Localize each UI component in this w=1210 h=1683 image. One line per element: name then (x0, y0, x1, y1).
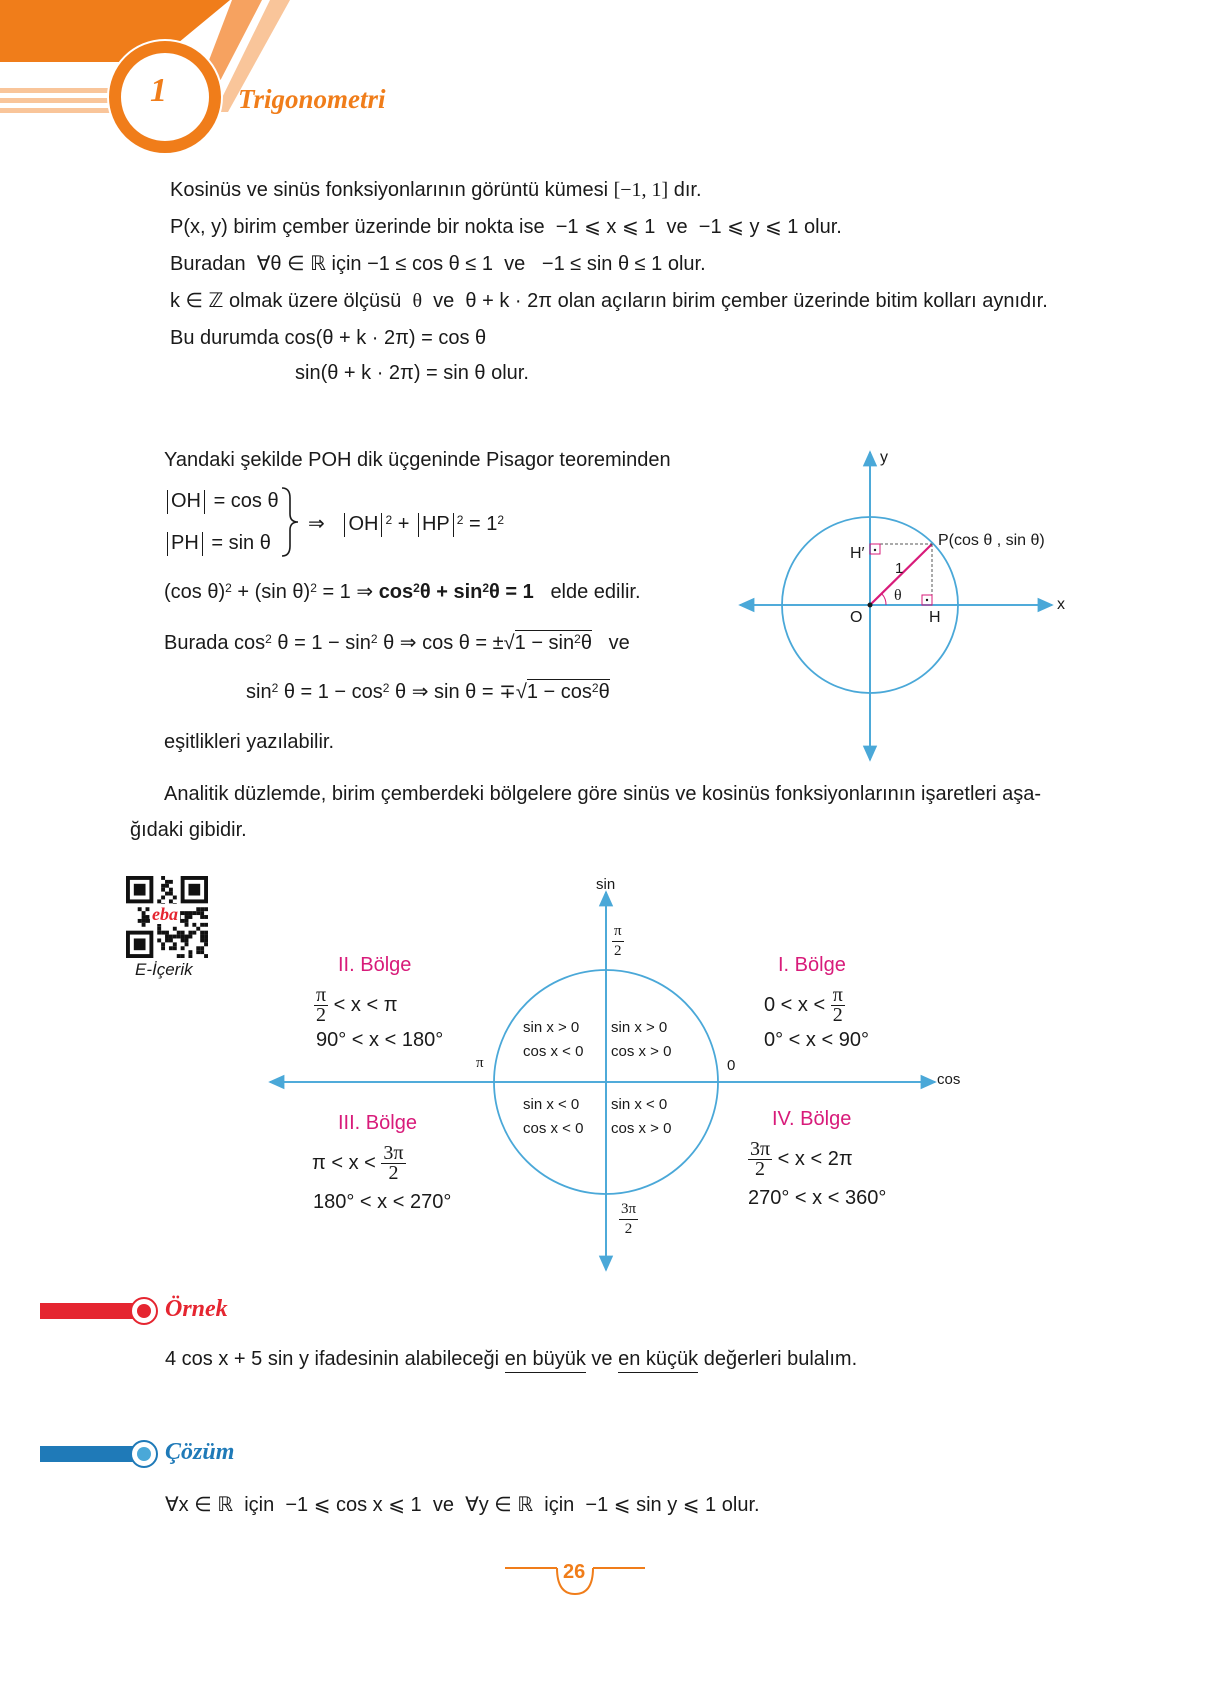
top-angle-label: $\frac{\pi}{2}$ (614, 923, 622, 959)
sin-root-line: $\sin^2 \theta = 1 - \cos^2 \theta$ ⇒ $\sin \theta = \mp√1 - \cos^2\theta$ (246, 681, 610, 703)
cos-root-line: Burada $\cos^2 \theta = 1 - \sin^2 \theta$ ⇒ $\cos \theta = \pm√1 - \sin^2\theta$ ve (164, 632, 630, 654)
eba-logo: eba (152, 904, 178, 924)
pisagor-intro: Yandaki şekilde POH dik üçgeninde Pisagor teoreminden (164, 449, 671, 471)
chapter-title: Trigonometri (238, 84, 386, 114)
cozum-label: Çözüm (165, 1439, 235, 1465)
ornek-label: Örnek (165, 1296, 228, 1322)
quadrant-diagram (260, 880, 950, 1280)
region-2-range: $\frac{\pi}{2}$ < x < π (316, 984, 398, 1026)
region-3-degrees: 180° < x < 270° (313, 1191, 452, 1213)
p-label: P(cos θ , sin θ) (938, 532, 1045, 549)
cozum-text: ∀x ∈ ℝ için −1 ⩽ cos x ⩽ 1 ve ∀y ∈ ℝ için −1 ⩽ sin y ⩽ 1 olur. (165, 1494, 760, 1516)
region-4-range: $\frac{3\pi}{2}$ < x < 2π (750, 1138, 853, 1180)
ornek-text: 4 cos x + 5 sin y ifadesinin alabileceği en büyük ve en küçük değerleri bulalım. (165, 1347, 857, 1371)
qr-caption: E-İçerik (135, 960, 193, 979)
qr-code[interactable] (126, 876, 208, 958)
intro-line-6: sin(θ + k · 2π) = sin θ olur. (295, 362, 529, 384)
ph-equation: PH = sin θ (164, 531, 271, 556)
region-1-title: I. Bölge (778, 954, 846, 976)
cos-axis-label: cos (937, 1071, 961, 1088)
bottom-angle-label: $\frac{3\pi}{2}$ (621, 1201, 637, 1237)
q2-sign: sin x > 0 cos x < 0 (523, 1019, 584, 1060)
unit-circle-figure (730, 440, 1090, 770)
region-1-range: 0 < x < $\frac{\pi}{2}$ (764, 984, 843, 1026)
cozum-banner (40, 1439, 170, 1469)
intro-line-5: Bu durumda cos(θ + k · 2π) = cos θ (170, 327, 487, 349)
region-1-degrees: 0° < x < 90° (764, 1029, 869, 1051)
radius-label: 1 (895, 560, 904, 577)
y-axis-label: y (880, 449, 888, 466)
angle-label: θ (894, 587, 902, 604)
intro-line-3: Buradan ∀θ ∈ ℝ için −1 ≤ cos θ ≤ 1 ve −1 ≤ sin θ ≤ 1 olur. (170, 253, 706, 275)
page-number: 26 (563, 1561, 586, 1583)
q1-sign: sin x > 0 cos x > 0 (611, 1019, 672, 1060)
left-angle-label: π (476, 1055, 484, 1071)
origin-label: O (850, 609, 863, 626)
analitik-line-2: ğıdaki gibidir. (130, 819, 247, 841)
region-3-title: III. Bölge (338, 1112, 417, 1134)
oh-equation: OH = cos θ (164, 489, 279, 514)
intro-line-2: P(x, y) birim çember üzerinde bir nokta ise −1 ⩽ x ⩽ 1 ve −1 ⩽ y ⩽ 1 olur. (170, 216, 842, 238)
region-4-title: IV. Bölge (772, 1108, 852, 1130)
q4-sign: sin x < 0 cos x > 0 (611, 1096, 672, 1137)
analitik-line-1: Analitik düzlemde, birim çemberdeki bölgelere göre sinüs ve kosinüs fonksiyonlarının işaretleri aşa- (164, 783, 1042, 805)
identity-line: (cos θ)$^2$ + (sin θ)$^2$ = 1 ⇒ $\cos^2\theta + \sin^2\theta = 1$ elde edilir. (164, 581, 641, 603)
h-label: H (929, 609, 941, 626)
h-prime-label: H′ (850, 545, 865, 562)
pisagor-closing: eşitlikleri yazılabilir. (164, 731, 335, 753)
region-2-degrees: 90° < x < 180° (316, 1029, 444, 1051)
right-angle-label: 0 (727, 1057, 736, 1074)
intro-line-4: k ∈ ℤ olmak üzere ölçüsü θ ve θ + k · 2π olan açıların birim çember üzerinde bitim kolları aynıdır. (170, 290, 1048, 312)
intro-line-1: Kosinüs ve sinüs fonksiyonlarının görüntü kümesi [−1, 1] dır. (170, 179, 702, 201)
region-2-title: II. Bölge (338, 954, 412, 976)
curly-brace (280, 486, 300, 558)
chapter-number: 1 (150, 72, 167, 109)
region-4-degrees: 270° < x < 360° (748, 1187, 887, 1209)
q3-sign: sin x < 0 cos x < 0 (523, 1096, 584, 1137)
pythagoras-result: ⇒ OH $^2$ + HP $^2 = 1^2$ (308, 513, 505, 535)
ornek-banner (40, 1296, 170, 1326)
sin-axis-label: sin (596, 876, 616, 893)
header-graphic (0, 0, 420, 160)
x-axis-label: x (1057, 596, 1065, 613)
region-3-range: π < x < $\frac{3\pi}{2}$ (312, 1142, 404, 1184)
